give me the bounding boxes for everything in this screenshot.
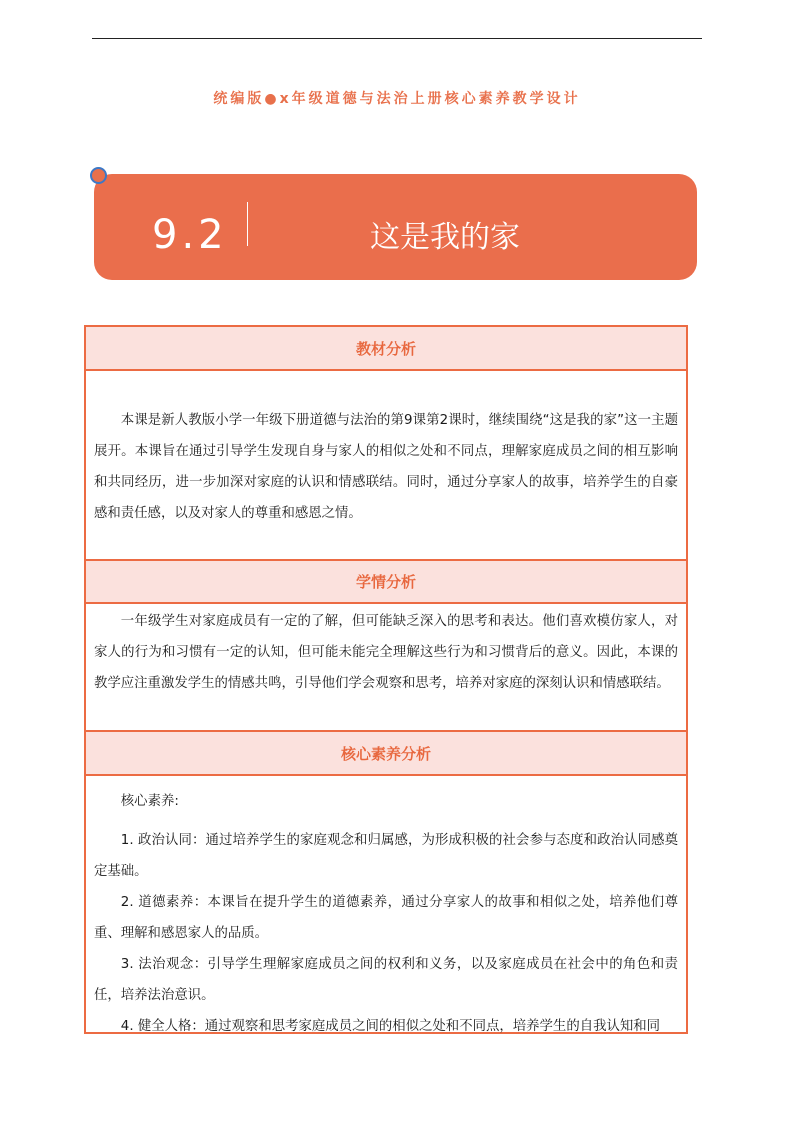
learners-paragraph: 一年级学生对家庭成员有一定的了解，但可能缺乏深入的思考和表达。他们喜欢模仿家人，对家人的行为和习惯有一定的认知，但可能未能完全理解这些行为和习惯背后的意义。因此，本课的教学应注重激发学生的情感共鸣，引导他们学会观察和思考，培养对家庭的深刻认识和情感联结。 xyxy=(94,614,678,691)
analysis-table xyxy=(84,325,688,1034)
lesson-title: 这是我的家 xyxy=(370,220,520,255)
core-item: 4. 健全人格：通过观察和思考家庭成员之间的相似之处和不同点，培养学生的自我认知和同 xyxy=(120,1019,661,1034)
core-item: 3. 法治观念：引导学生理解家庭成员之间的权利和义务，以及家庭成员在社会中的角色和责任，培养法治意识。 xyxy=(94,957,678,1003)
section-body-learners xyxy=(86,604,686,732)
section-heading-learners: 学情分析 xyxy=(86,561,686,604)
textbook-paragraph: 本课是新人教版小学一年级下册道德与法治的第9课第2课时，继续围绕“这是我的家”这一主题展开。本课旨在通过引导学生发现自身与家人的相似之处和不同点，理解家庭成员之间的相互影响和共同经历，进一步加深对家庭的认识和情感联结。同时，通过分享家人的故事，培养学生的自豪感和责任感，以及对家人的尊重和感恩之情。 xyxy=(94,413,678,521)
core-item: 2. 道德素养：本课旨在提升学生的道德素养，通过分享家人的故事和相似之处，培养他们尊重、理解和感恩家人的品质。 xyxy=(94,895,678,941)
top-rule xyxy=(92,38,702,39)
core-item: 1. 政治认同：通过培养学生的家庭观念和归属感，为形成积极的社会参与态度和政治认同感奠定基础。 xyxy=(94,833,678,879)
banner-dot-icon xyxy=(90,167,107,184)
section-body-textbook xyxy=(86,371,686,561)
section-body-core xyxy=(86,776,686,1034)
banner-divider xyxy=(247,202,248,246)
running-header: 统编版●x年级道德与法治上册核心素养教学设计 xyxy=(213,91,581,107)
section-heading-textbook: 教材分析 xyxy=(86,327,686,371)
lesson-number: 9.2 xyxy=(152,212,228,258)
section-heading-core: 核心素养分析 xyxy=(86,732,686,776)
core-label: 核心素养: xyxy=(120,794,179,809)
